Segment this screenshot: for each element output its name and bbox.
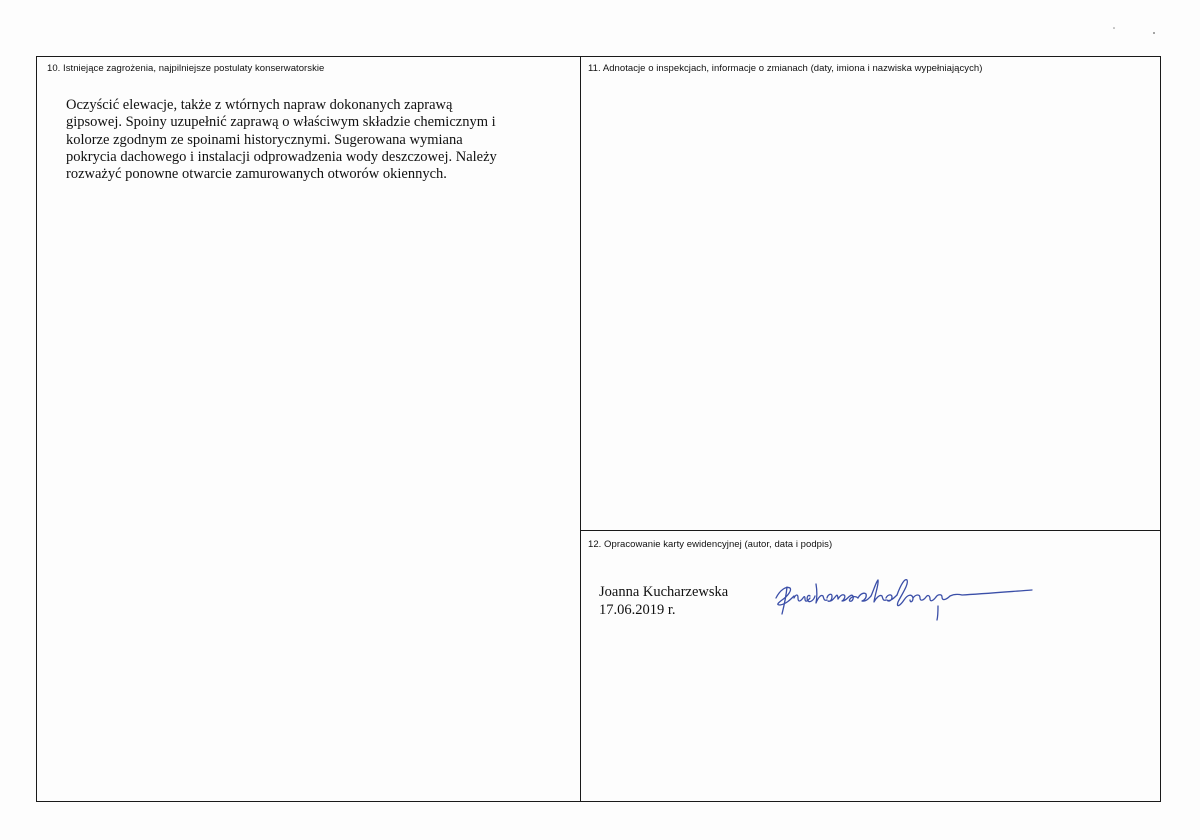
postulates-line: rozważyć ponowne otwarcie zamurowanych otworów okiennych. xyxy=(66,166,447,183)
section-10-heading: 10. Istniejące zagrożenia, najpilniejsze postulaty konserwatorskie xyxy=(47,63,325,74)
postulates-line: kolorze zgodnym ze spoinami historycznymi. Sugerowana wymiana xyxy=(66,131,463,148)
postulates-line: gipsowej. Spoiny uzupełnić zaprawą o właściwym składzie chemicznym i xyxy=(66,114,496,131)
column-divider xyxy=(580,56,581,802)
section-12-heading: 12. Opracowanie karty ewidencyjnej (autor, data i podpis) xyxy=(588,539,833,550)
author-block xyxy=(599,584,728,619)
author-name: Joanna Kucharzewska xyxy=(599,584,729,600)
postulates-line: pokrycia dachowego i instalacji odprowadzenia wody deszczowej. Należy xyxy=(66,148,497,165)
right-column-divider xyxy=(580,530,1161,531)
postulates-line: Oczyścić elewacje, także z wtórnych napraw dokonanych zaprawą xyxy=(66,97,453,113)
scan-specks xyxy=(1110,25,1160,37)
conservation-postulates-text xyxy=(66,97,566,183)
author-date: 17.06.2019 r. xyxy=(599,601,676,618)
handwritten-signature xyxy=(770,572,1050,632)
section-11-heading: 11. Adnotacje o inspekcjach, informacje o zmianach (daty, imiona i nazwiska wypełniających) xyxy=(588,63,983,74)
